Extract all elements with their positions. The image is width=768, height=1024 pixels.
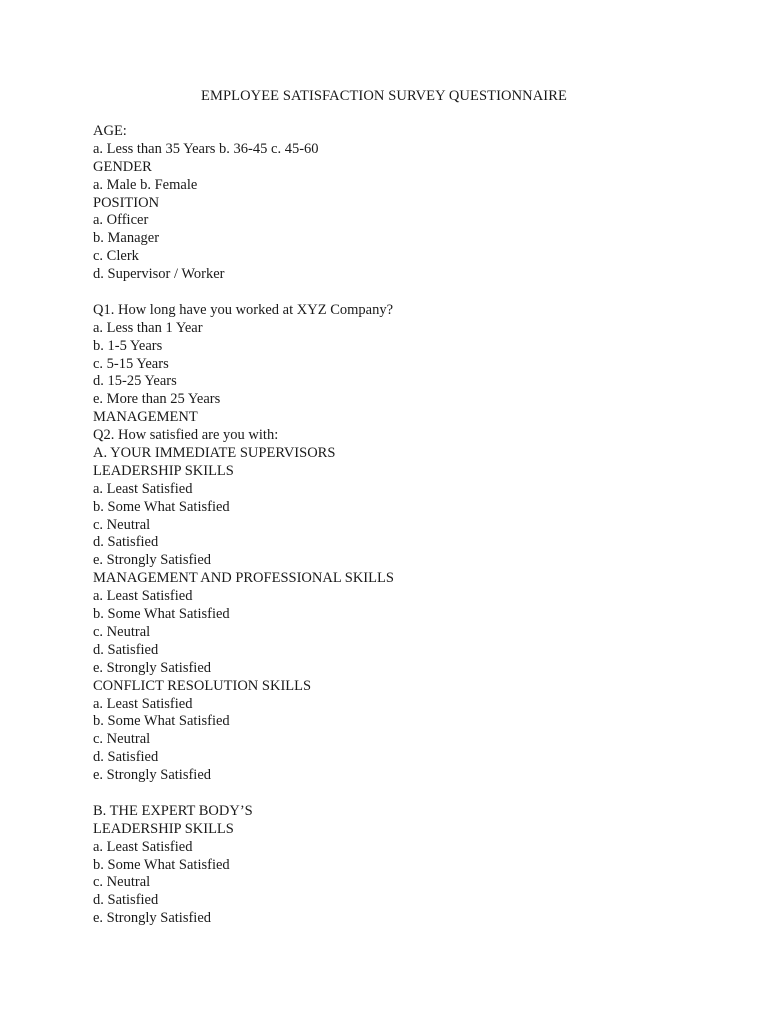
document-line: b. Manager	[93, 230, 160, 247]
document-line: c. Neutral	[93, 731, 151, 748]
document-line: d. Satisfied	[93, 749, 159, 766]
document-line: b. Some What Satisfied	[93, 713, 230, 730]
document-line: d. 15-25 Years	[93, 373, 177, 390]
document-line: AGE:	[93, 123, 127, 139]
document-line: MANAGEMENT AND PROFESSIONAL SKILLS	[93, 570, 394, 587]
document-line: c. Neutral	[93, 623, 151, 640]
document-line: d. Satisfied	[93, 534, 159, 551]
document-line: a. Male b. Female	[93, 176, 198, 193]
document-line: b. Some What Satisfied	[93, 856, 230, 873]
document-line: B. THE EXPERT BODY’S	[93, 802, 253, 819]
document-line: POSITION	[93, 194, 160, 211]
document-line: c. Neutral	[93, 874, 151, 891]
document-line: a. Least Satisfied	[93, 588, 193, 605]
document-body	[93, 123, 733, 928]
document-line: e. Strongly Satisfied	[93, 659, 212, 676]
document-line: Q1. How long have you worked at XYZ Company?	[93, 301, 394, 318]
document-title: EMPLOYEE SATISFACTION SURVEY QUESTIONNAIRE	[201, 88, 567, 104]
document-line: e. More than 25 Years	[93, 391, 221, 408]
document-line: a. Less than 35 Years b. 36-45 c. 45-60	[93, 140, 319, 157]
document-line: a. Least Satisfied	[93, 480, 193, 497]
document-line: d. Supervisor / Worker	[93, 266, 225, 283]
document-line: GENDER	[93, 158, 152, 175]
document-line: d. Satisfied	[93, 892, 159, 909]
document-line: d. Satisfied	[93, 641, 159, 658]
blank-line	[93, 785, 733, 803]
document-line: MANAGEMENT	[93, 409, 198, 426]
document-line: c. 5-15 Years	[93, 355, 169, 372]
document-line: e. Strongly Satisfied	[93, 767, 212, 784]
document-line: a. Least Satisfied	[93, 838, 193, 855]
document-line: a. Officer	[93, 212, 149, 229]
document-line: b. Some What Satisfied	[93, 498, 230, 515]
document-line: c. Clerk	[93, 248, 139, 265]
document-line: LEADERSHIP SKILLS	[93, 820, 234, 837]
blank-line	[93, 284, 733, 302]
document-line: a. Less than 1 Year	[93, 319, 203, 336]
document-line: a. Least Satisfied	[93, 695, 193, 712]
document-line: CONFLICT RESOLUTION SKILLS	[93, 677, 312, 694]
document-line: LEADERSHIP SKILLS	[93, 462, 234, 479]
document-line: b. Some What Satisfied	[93, 606, 230, 623]
document-line: e. Strongly Satisfied	[93, 910, 212, 927]
document-line: Q2. How satisfied are you with:	[93, 427, 279, 444]
document-line: c. Neutral	[93, 516, 151, 533]
document-line: e. Strongly Satisfied	[93, 552, 212, 569]
document-line: A. YOUR IMMEDIATE SUPERVISORS	[93, 445, 336, 462]
document-line: b. 1-5 Years	[93, 337, 163, 354]
